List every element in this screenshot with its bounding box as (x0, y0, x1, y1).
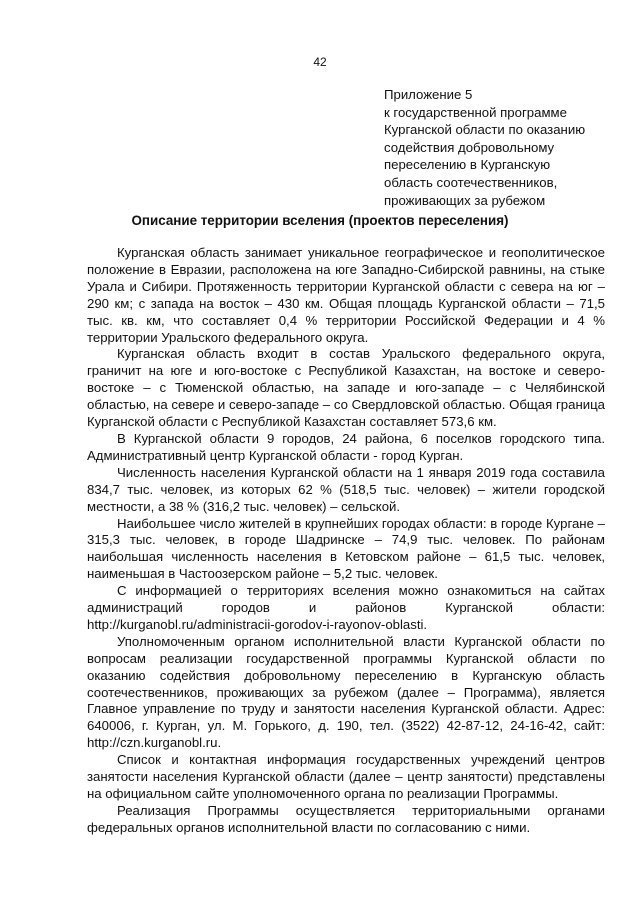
appendix-note (384, 86, 614, 209)
paragraph: Численность населения Курганской области на 1 января 2019 года составила 834,7 тыс. человек, из которых 62 % (518,5 тыс. человек) – жители городской местности, а 38 % (316,2 тыс. человек) – сельской. (87, 464, 605, 514)
document-title: Описание территории вселения (проектов переселения) (131, 213, 509, 228)
page-number: 42 (313, 55, 327, 69)
paragraph: Список и контактная информация государственных учреждений центров занятости населения Курганской области (далее – центр занятости) представлены на официальном сайте уполномоченного органа по реализации Программы. (87, 752, 605, 801)
paragraph: С информацией о территориях вселения можно ознакомиться на сайтах администраций городов и районов Курганской области: http://kurganobl.ru/administracii-gorodov-i-rayonov-oblasti. (87, 583, 605, 632)
paragraph: Курганская область занимает уникальное географическое и геополитическое положение в Евразии, расположена на юге Западно-Сибирской равнины, на стыке Урала и Сибири. Протяженность территории Курганской области с севера на юг – 290 км; с запада на восток – 430 км. Общая площадь Курганской области – 71,5 тыс. кв. км, что составляет 0,4 % территории Российской Федерации и 4 % территории Уральского федерального округа. (87, 245, 605, 345)
paragraph: Реализация Программы осуществляется территориальными органами федеральных органов исполнительной власти по согласованию с ними. (87, 802, 605, 835)
paragraph: Курганская область входит в состав Уральского федерального округа, граничит на юге и юго-востоке с Республикой Казахстан, на востоке и северо-востоке – с Тюменской областью, на западе и юго-западе – с Челябинской областью, на севере и северо-западе – со Свердловской областью. Общая граница Курганской области с Республикой Казахстан составляет 573,6 км. (87, 346, 605, 430)
paragraph: Уполномоченным органом исполнительной власти Курганской области по вопросам реализации государственной программы Курганской области по оказанию содействия добровольному переселению в Курганскую область соотечественников, проживающих за рубежом (далее – Программа), является Главное управление по труду и занятости населения Курганской области. Адрес: 640006, г. Курган, ул. М. Горького, д. 190, тел. (3522) 42-87-12, 24-16-42, сайт: http://czn.kurganobl.ru. (87, 633, 605, 751)
appendix-line: переселению в Курганскую (384, 157, 551, 173)
paragraph: Наибольшее число жителей в крупнейших городах области: в городе Кургане – 315,3 тыс. человек, в городе Шадринске – 74,9 тыс. человек. По районам наибольшая численность населения в Кетовском районе – 61,5 тыс. человек, наименьшая в Частоозерском районе – 5,2 тыс. человек. (87, 515, 605, 582)
appendix-line: к государственной программе (384, 104, 567, 120)
appendix-line: Курганской области по оказанию (384, 122, 586, 138)
appendix-line: содействия добровольному (384, 139, 555, 155)
document-body (87, 245, 605, 837)
appendix-line: область соотечественников, (384, 174, 558, 190)
appendix-line: проживающих за рубежом (384, 192, 546, 208)
appendix-line: Приложение 5 (384, 87, 473, 102)
paragraph: В Курганской области 9 городов, 24 района, 6 поселков городского типа. Административный центр Курганской области - город Курган. (87, 430, 605, 463)
